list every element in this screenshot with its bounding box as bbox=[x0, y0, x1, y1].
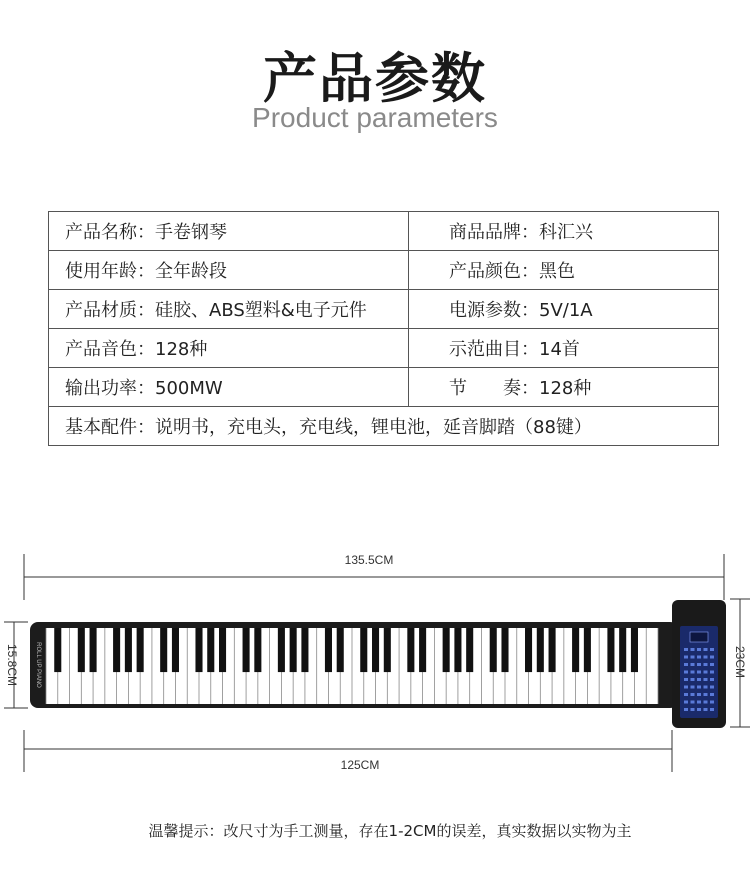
panel-button bbox=[697, 656, 701, 659]
page-title: 产品参数 bbox=[263, 47, 487, 110]
panel-button bbox=[710, 708, 714, 711]
black-key bbox=[137, 628, 144, 672]
black-key bbox=[278, 628, 285, 672]
panel-button bbox=[704, 693, 708, 696]
param-cell: 使用年龄：全年龄段 bbox=[49, 251, 409, 290]
panel-button bbox=[684, 656, 688, 659]
panel-button bbox=[691, 678, 695, 681]
param-cell: 电源参数：5V/1A bbox=[409, 290, 719, 329]
black-key bbox=[607, 628, 614, 672]
panel-button bbox=[697, 701, 701, 704]
black-key bbox=[549, 628, 556, 672]
black-key bbox=[407, 628, 414, 672]
panel-button bbox=[691, 693, 695, 696]
panel-button bbox=[710, 671, 714, 674]
panel-button bbox=[684, 648, 688, 651]
black-key bbox=[443, 628, 450, 672]
panel-button bbox=[704, 648, 708, 651]
panel-button bbox=[710, 693, 714, 696]
control-panel bbox=[672, 600, 726, 728]
panel-button bbox=[710, 663, 714, 666]
panel-display bbox=[690, 632, 708, 642]
black-key bbox=[54, 628, 61, 672]
panel-button bbox=[710, 648, 714, 651]
black-key bbox=[125, 628, 132, 672]
panel-button bbox=[684, 686, 688, 689]
panel-button bbox=[691, 708, 695, 711]
black-key bbox=[466, 628, 473, 672]
param-cell: 产品音色：128种 bbox=[49, 329, 409, 368]
brand-mark: ROLL UP PIANO bbox=[35, 642, 41, 688]
panel-button bbox=[684, 678, 688, 681]
black-key bbox=[78, 628, 85, 672]
panel-button bbox=[691, 671, 695, 674]
keyboard-length-label: 125CM bbox=[340, 758, 380, 772]
black-key bbox=[325, 628, 332, 672]
black-key bbox=[172, 628, 179, 672]
panel-button bbox=[691, 686, 695, 689]
black-key bbox=[372, 628, 379, 672]
panel-button bbox=[697, 671, 701, 674]
panel-button bbox=[691, 648, 695, 651]
panel-button bbox=[684, 708, 688, 711]
black-key bbox=[619, 628, 626, 672]
panel-button bbox=[704, 678, 708, 681]
table-row bbox=[49, 407, 719, 446]
black-key bbox=[301, 628, 308, 672]
parameters-table bbox=[48, 211, 719, 446]
panel-button bbox=[704, 663, 708, 666]
black-key bbox=[490, 628, 497, 672]
param-cell: 示范曲目：14首 bbox=[409, 329, 719, 368]
black-key bbox=[360, 628, 367, 672]
black-key bbox=[419, 628, 426, 672]
black-key bbox=[90, 628, 97, 672]
panel-button bbox=[704, 708, 708, 711]
black-key bbox=[501, 628, 508, 672]
panel-button bbox=[697, 693, 701, 696]
param-cell: 输出功率：500MW bbox=[49, 368, 409, 407]
total-length-label: 135.5CM bbox=[344, 553, 394, 567]
page-subtitle: Product parameters bbox=[252, 102, 498, 133]
black-key bbox=[525, 628, 532, 672]
panel-button bbox=[704, 686, 708, 689]
param-cell: 产品材质：硅胶、ABS塑料&电子元件 bbox=[49, 290, 409, 329]
black-key bbox=[572, 628, 579, 672]
keyboard-width-label: 15.8CM bbox=[5, 643, 19, 687]
panel-button bbox=[684, 701, 688, 704]
black-key bbox=[113, 628, 120, 672]
param-cell: 商品品牌：科汇兴 bbox=[409, 212, 719, 251]
panel-button bbox=[704, 656, 708, 659]
black-key bbox=[207, 628, 214, 672]
panel-button bbox=[704, 671, 708, 674]
panel-button bbox=[697, 686, 701, 689]
table-row bbox=[49, 290, 719, 329]
panel-button bbox=[710, 686, 714, 689]
black-key bbox=[584, 628, 591, 672]
table-row bbox=[49, 368, 719, 407]
panel-button bbox=[684, 693, 688, 696]
black-key bbox=[631, 628, 638, 672]
black-key bbox=[243, 628, 250, 672]
panel-button bbox=[710, 701, 714, 704]
table-row bbox=[49, 212, 719, 251]
panel-button bbox=[684, 671, 688, 674]
panel-button bbox=[710, 678, 714, 681]
param-cell: 产品颜色：黑色 bbox=[409, 251, 719, 290]
panel-button bbox=[697, 648, 701, 651]
table-row bbox=[49, 251, 719, 290]
panel-button bbox=[691, 663, 695, 666]
piano-dimension-diagram bbox=[0, 540, 750, 790]
panel-button bbox=[684, 663, 688, 666]
panel-button bbox=[697, 678, 701, 681]
panel-button bbox=[697, 708, 701, 711]
black-key bbox=[254, 628, 261, 672]
panel-button bbox=[697, 663, 701, 666]
black-key bbox=[454, 628, 461, 672]
black-key bbox=[337, 628, 344, 672]
measurement-note: 温馨提示：改尺寸为手工测量，存在1-2CM的误差，真实数据以实物为主 bbox=[148, 822, 632, 840]
panel-button bbox=[691, 701, 695, 704]
panel-width-label: 23CM bbox=[733, 645, 747, 678]
black-key bbox=[160, 628, 167, 672]
panel-button bbox=[691, 656, 695, 659]
param-cell: 产品名称：手卷钢琴 bbox=[49, 212, 409, 251]
panel-button bbox=[710, 656, 714, 659]
table-row bbox=[49, 329, 719, 368]
panel-button bbox=[704, 701, 708, 704]
black-key bbox=[195, 628, 202, 672]
black-key bbox=[290, 628, 297, 672]
param-cell: 节 奏：128种 bbox=[409, 368, 719, 407]
black-key bbox=[219, 628, 226, 672]
black-key bbox=[384, 628, 391, 672]
black-key bbox=[537, 628, 544, 672]
accessories-cell: 基本配件：说明书，充电头，充电线，锂电池，延音脚踏（88键） bbox=[49, 407, 719, 446]
